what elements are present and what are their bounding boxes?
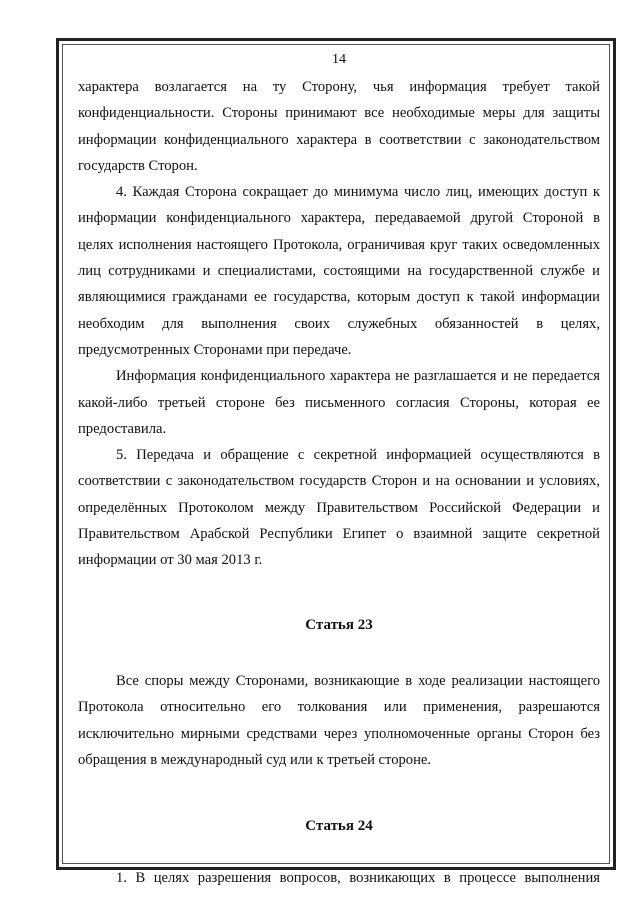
document-body (78, 50, 600, 892)
page-number: 14 (332, 52, 346, 67)
paragraph-confidential-info: Информация конфиденциального характера не разглашается и не передается какой-либо третьей стороне без письменного согласия Стороны, которая ее предоставила. (78, 368, 600, 437)
paragraph-item-4: 4. Каждая Сторона сокращает до минимума число лиц, имеющих доступ к информации конфиденциального характера, передаваемой другой Стороной в целях исполнения настоящего Протокола, ограничивая круг таких осведомленных лиц сотрудниками и специалистами, состоящими на государственной службе и являющимися гражданами ее государства, которым доступ к такой информации необходим для выполнения своих служебных обязанностей в целях, предусмотренных Сторонами при передаче. (78, 184, 600, 358)
paragraph-item-5: 5. Передача и обращение с секретной информацией осуществляются в соответствии с законодательством государств Сторон и на основании и условиях, определённых Протоколом между Правительством Российской Федерации и Правительством Арабской Республики Египет о взаимной защите секретной информации от 30 мая 2013 г. (78, 447, 600, 569)
article-23-text: Все споры между Сторонами, возникающие в ходе реализации настоящего Протокола относительно его толкования или применения, разрешаются исключительно мирными средствами через уполномоченные органы Сторон без обращения в международный суд или к третьей стороне. (78, 672, 600, 768)
article-24-heading: Статья 24 (305, 818, 373, 835)
article-24-text: 1. В целях разрешения вопросов, возникающих в процессе выполнения (116, 870, 600, 887)
paragraph-continuation: характера возлагается на ту Сторону, чья информация требует такой конфиденциальности. Стороны принимают все необходимые меры для защиты информации конфиденциального характера в соответствии с законодательством государств Сторон. (78, 79, 600, 174)
article-23-heading: Статья 23 (305, 616, 373, 633)
